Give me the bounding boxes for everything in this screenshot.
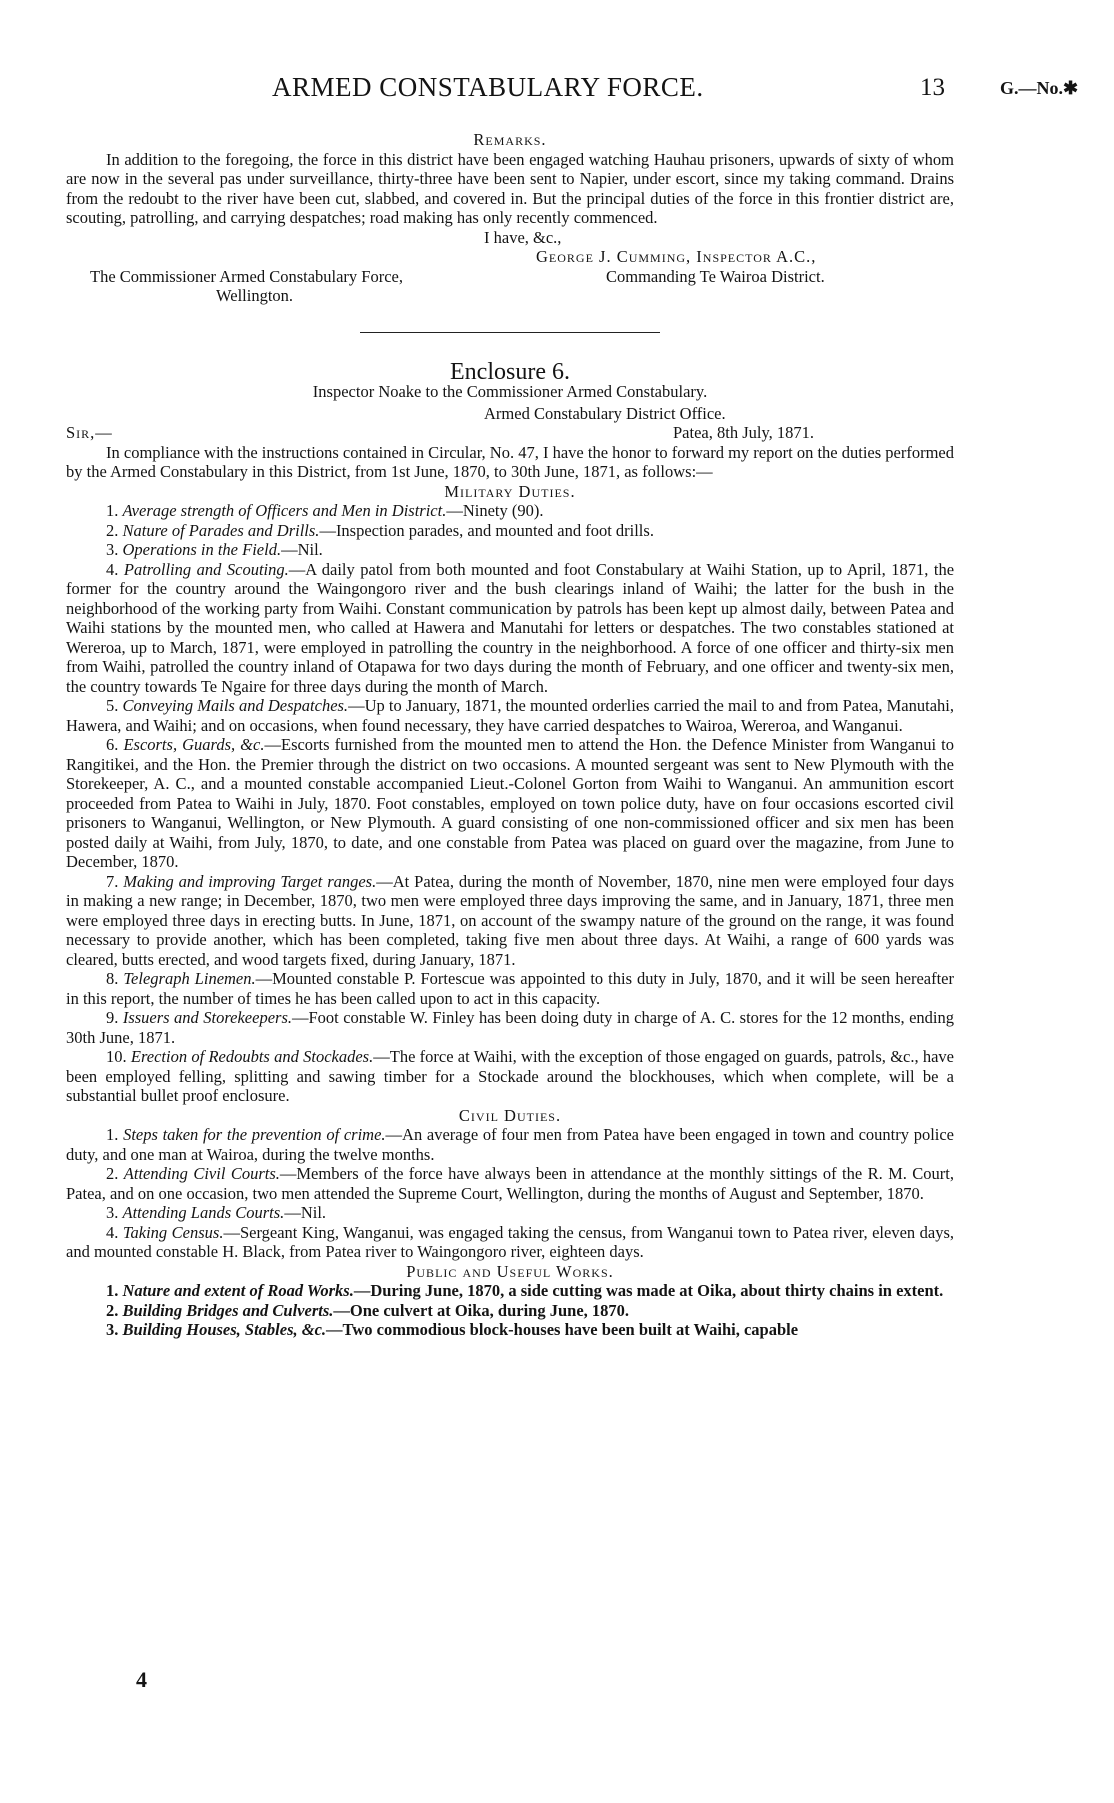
item-number: 10. <box>106 1047 127 1066</box>
remarks-heading: Remarks. <box>473 130 547 149</box>
item-title: Escorts, Guards, &c. <box>123 735 265 754</box>
military-duties-heading: Military Duties. <box>444 481 576 501</box>
list-item <box>66 872 954 970</box>
item-title: Operations in the Field. <box>122 540 282 559</box>
list-item <box>66 1320 954 1340</box>
item-title: Erection of Redoubts and Stockades. <box>130 1047 374 1066</box>
public-works-list <box>66 1281 954 1340</box>
list-item <box>66 1223 954 1262</box>
page-header <box>0 72 1114 106</box>
addressee: The Commissioner Armed Constabulary Force, <box>90 266 403 286</box>
list-item <box>66 1281 954 1301</box>
salutation-row <box>66 423 954 443</box>
item-text: —Ninety (90). <box>446 501 544 520</box>
list-item <box>66 735 954 872</box>
list-item <box>66 521 954 541</box>
item-title: Building Bridges and Culverts. <box>122 1300 334 1320</box>
item-text: —Mounted constable P. Fortescue was appointed to this duty in July, 1870, and it will be seen hereafter in this report, the number of times he has been called upon to act in this capacity. <box>66 969 954 1008</box>
item-title: Building Houses, Stables, &c. <box>122 1320 327 1339</box>
item-number: 7. <box>106 871 119 891</box>
remarks-section <box>66 130 954 1340</box>
item-title: Nature of Parades and Drills. <box>122 520 320 540</box>
addressee-row <box>66 267 954 287</box>
item-title: Attending Lands Courts. <box>122 1203 285 1222</box>
item-number: 3. <box>106 1203 119 1222</box>
item-number: 2. <box>106 1164 119 1183</box>
item-text: —Escorts furnished from the mounted men to attend the Hon. the Defence Minister from Wanganui to Rangitikei, and the Hon. the Premier through the district on two occasions. A mounted sergeant was sent to New Plymouth with the Storekeeper, A. C., and a mounted constable accompanied Lieut.-Colonel Gorton from Waihi to Wanganui. An ammunition escort proceeded from Patea to Waihi in July, 1870. Foot constables, employed on town police duty, have on four occasions escorted civil prisoners to Wanganui, Wellington, or New Plymouth. A guard consisting of one non-commissioned officer and six men has been posted daily at Waihi, from July, 1870, to date, and one constable from Patea was placed on guard over the magazine, from June to December, 1870. <box>66 735 955 871</box>
item-text: —Two commodious block-houses have been built at Waihi, capable <box>326 1320 799 1339</box>
item-title: Nature and extent of Road Works. <box>122 1281 354 1300</box>
signature-row <box>66 247 954 267</box>
item-number: 6. <box>106 735 119 754</box>
item-number: 2. <box>106 520 119 540</box>
item-number: 1. <box>106 1281 119 1300</box>
intro-paragraph: In compliance with the instructions contained in Circular, No. 47, I have the honor to forward my report on the duties performed by the Armed Constabulary in this District, from 1st June, 1870, to 30th June, 1871, as follows:— <box>66 442 954 481</box>
item-number: 8. <box>106 969 119 988</box>
item-number: 9. <box>106 1008 119 1027</box>
list-item <box>66 969 954 1008</box>
letter-date: Patea, 8th July, 1871. <box>673 423 814 442</box>
item-number: 3. <box>106 540 119 559</box>
item-text: —During June, 1870, a side cutting was made at Oika, about thirty chains in extent. <box>353 1281 944 1300</box>
list-item <box>66 560 954 697</box>
list-item <box>66 1125 954 1164</box>
signature: George J. Cumming, Inspector A.C., <box>536 247 817 266</box>
item-text: —A daily patol from both mounted and foot Constabulary at Waihi Station, up to April, 1871, the former for the country around the Waingongoro river and the bush clearings inland of Waihi; the latter for the bush in the neighborhood of the working party from Waihi. Constant communication by patrols has been kept up almost daily, between Patea and Waihi stations by the mounted men, who called at Hawera and Manutahi for letters or despatches. The two constables stationed at Wereroa, up to March, 1871, were employed in patrolling the country in the neighborhood. A force of one officer and thirty-six men from Waihi, patrolled the country inland of Otapawa for two days during the month of February, and one officer and twenty-six men, the country towards Te Ngaire for three days during the month of March. <box>66 559 955 696</box>
item-title: Issuers and Storekeepers. <box>122 1008 292 1027</box>
addressee-place: Wellington. <box>216 286 294 305</box>
public-works-heading: Public and Useful Works. <box>406 1261 614 1281</box>
closing: I have, &c., <box>484 227 562 247</box>
item-number: 5. <box>106 696 119 715</box>
item-title: Patrolling and Scouting. <box>123 559 289 579</box>
section-divider <box>360 332 660 333</box>
signature-mark: 4 <box>136 1667 147 1692</box>
item-text: —One culvert at Oika, during June, 1870. <box>333 1300 630 1320</box>
item-title: Conveying Mails and Despatches. <box>122 696 349 715</box>
item-number: 2. <box>106 1300 119 1320</box>
item-text: —At Patea, during the month of November, 1870, nine men were employed four days in making a new range; in December, 1870, two men were employed three days improving the same, and in January, 1871, three men were employed three days in erecting butts. In June, 1871, on account of the swampy nature of the ground on the range, it was found necessary to provide another, which has been completed, taking five men about three days. At Waihi, a range of 600 yards was cleared, butts erected, and wood targets fixed, during January, 1871. <box>66 871 954 969</box>
item-title: Steps taken for the prevention of crime. <box>123 1125 386 1144</box>
item-text: —The force at Waihi, with the exception of those engaged on guards, patrols, &c., have been employed felling, splitting and sawing timber for a Stockade around the blockhouses, which when complete, will be a substantial bullet proof enclosure. <box>66 1047 955 1105</box>
item-text: —Nil. <box>281 540 323 559</box>
list-item <box>66 1008 954 1047</box>
item-text: —Foot constable W. Finley has been doing duty in charge of A. C. stores for the 12 months, ending 30th June, 1871. <box>66 1008 954 1047</box>
running-title: ARMED CONSTABULARY FORCE. <box>272 72 704 102</box>
military-duties-list <box>66 501 954 1106</box>
item-text: —Members of the force have always been in attendance at the monthly sittings of the R. M. Court, Patea, and on one occasion, two men attended the Supreme Court, Wellington, during the months of August and September, 1870. <box>66 1164 955 1203</box>
item-number: 1. <box>106 1125 119 1144</box>
salutation: Sir,— <box>66 423 113 442</box>
list-item <box>66 1203 954 1223</box>
office-row <box>66 404 954 424</box>
item-title: Attending Civil Courts. <box>123 1164 280 1183</box>
item-text: —Nil. <box>284 1203 327 1222</box>
item-number: 1. <box>106 501 119 520</box>
item-text: —An average of four men from Patea have been engaged in town and country police duty, and one man at Wairoa, during the twelve months. <box>66 1125 955 1164</box>
civil-duties-list <box>66 1125 954 1262</box>
page-number: 13 <box>920 74 945 101</box>
list-item <box>66 540 954 560</box>
list-item <box>66 1164 954 1203</box>
item-title: Average strength of Officers and Men in District. <box>122 501 447 520</box>
paper-reference: G.—No.✱ <box>1000 78 1079 98</box>
addressee-place-row <box>66 286 954 306</box>
remarks-paragraph: In addition to the foregoing, the force in this district have been engaged watching Hauhau prisoners, upwards of sixty of whom are now in the several pas under surveillance, thirty-three have been sent to Napier, under escort, since my taking command. Drains from the redoubt to the river have been cut, slabbed, and covered in. But the principal duties of the force in this frontier district are, scouting, patrolling, and carrying despatches; road making has only recently commenced. <box>66 149 954 227</box>
item-title: Making and improving Target ranges. <box>123 871 377 891</box>
enclosure-subtitle: Inspector Noake to the Commissioner Armed Constabulary. <box>312 382 708 401</box>
item-text: —Up to January, 1871, the mounted orderlies carried the mail to and from Patea, Manutahi, Hawera, and Waihi; and on occasions, when found necessary, they have carried despatches to Wairoa, Wereroa, and Wanganui. <box>66 696 954 735</box>
signature-title: Commanding Te Wairoa District. <box>606 266 825 286</box>
civil-duties-heading: Civil Duties. <box>458 1105 562 1125</box>
item-number: 4. <box>106 559 119 579</box>
list-item <box>66 1047 954 1106</box>
item-text: —Inspection parades, and mounted and foot drills. <box>319 520 654 540</box>
item-title: Taking Census. <box>122 1222 224 1242</box>
list-item <box>66 501 954 521</box>
office-address: Armed Constabulary District Office. <box>484 403 726 423</box>
list-item <box>66 1301 954 1321</box>
item-text: —Sergeant King, Wanganui, was engaged taking the census, from Wanganui town to Patea river, eleven days, and mounted constable H. Black, from Patea river to Waingongoro river, eighteen days. <box>66 1222 954 1261</box>
item-title: Telegraph Linemen. <box>123 969 256 988</box>
list-item <box>66 696 954 735</box>
item-number: 4. <box>106 1222 119 1242</box>
item-number: 3. <box>106 1320 119 1339</box>
closing-row <box>66 228 954 248</box>
enclosure-title: Enclosure 6. <box>450 358 570 385</box>
